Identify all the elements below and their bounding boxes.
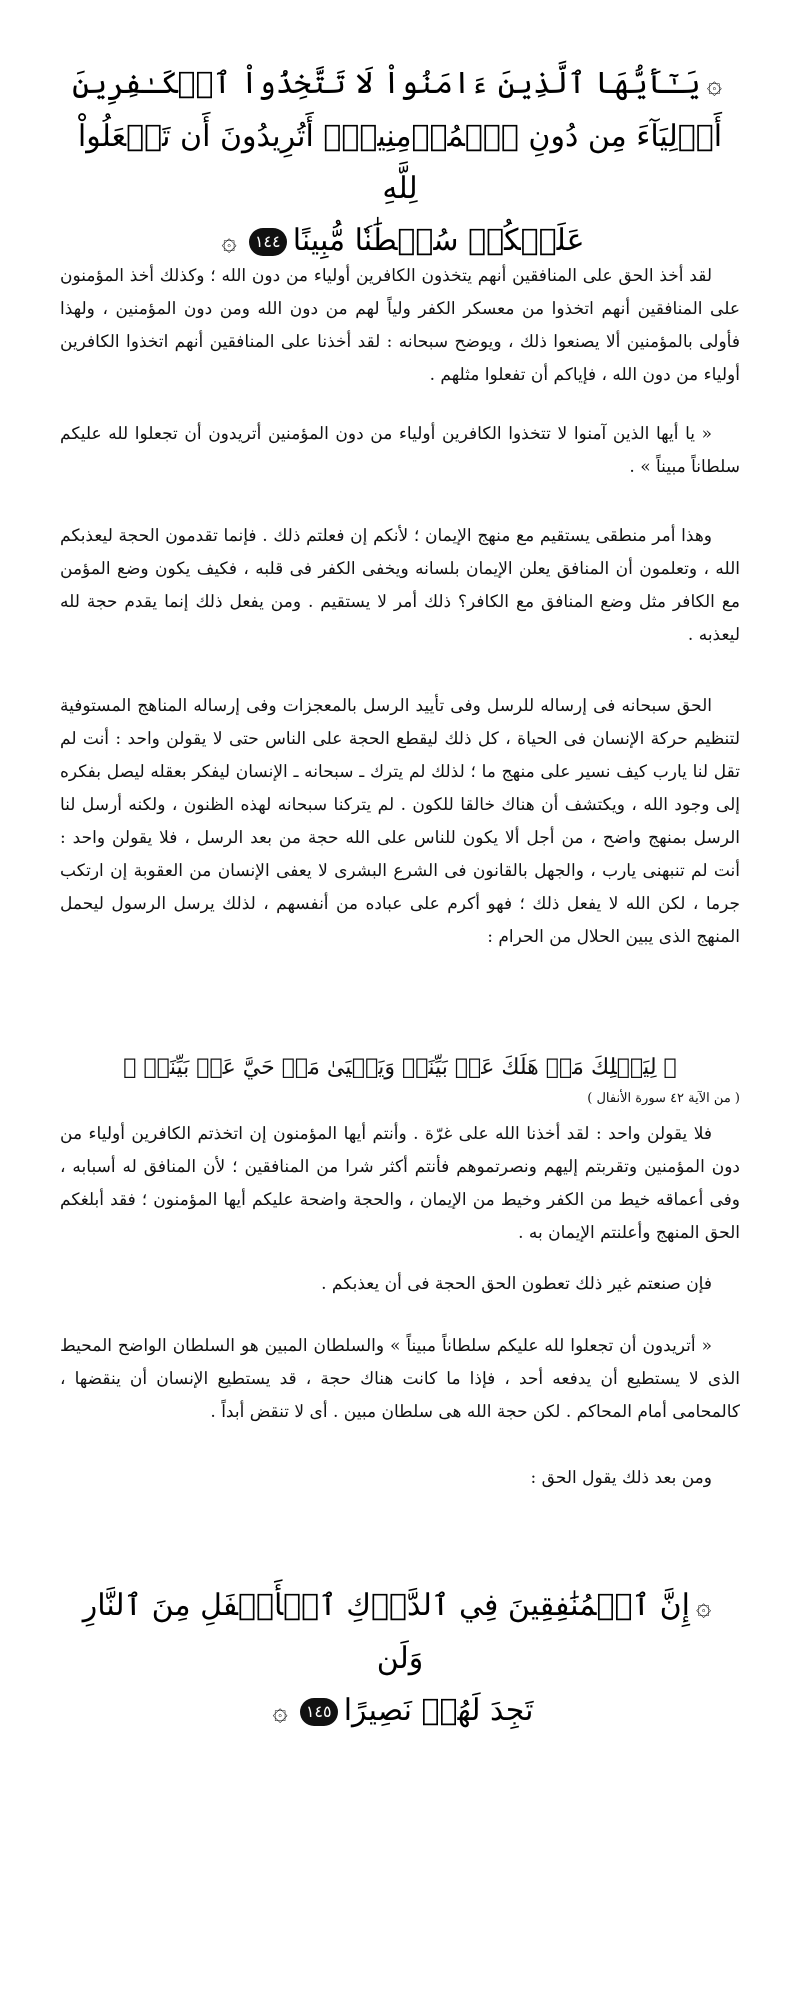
- verse-ornament-icon: ۞: [221, 227, 237, 257]
- verse-number-badge: ١٤٤: [249, 228, 287, 256]
- top-verse-block: [60, 58, 740, 268]
- inline-verse: ﴿ لِيَهۡلِكَ مَنۡ هَلَكَ عَنۢ بَيِّنَةٖ وَيَحۡيَىٰ مَنۡ حَيَّ عَنۢ بَيِّنَةٖ ﴾: [123, 1055, 677, 1080]
- verse-ornament-icon: ۞: [706, 70, 722, 100]
- inline-verse-block: [60, 1048, 740, 1110]
- paragraph-5: فلا يقولن واحد : لقد أخذنا الله على غرّة . وأنتم أيها المؤمنون إن اتخذتم الكافرين أولياء من دون المؤمنين وتقربتم إليهم ونصرتموهم فأنتم أكثر شرا من المنافقين ؛ لأن المنافق له أسبابه ، وفى أعماقه خيط من الكفر وخيط من الإيمان ، والحجة واضحة عليكم أيها المؤمنون ؛ فقد أبلغكم الحق المنهج وأعلنتم الإيمان به .: [60, 1124, 740, 1243]
- paragraph-8: ومن بعد ذلك يقول الحق :: [530, 1468, 712, 1488]
- paragraph-6: فإن صنعتم غير ذلك تعطون الحق الحجة فى أن يعذبكم .: [321, 1274, 712, 1294]
- paragraph-1: لقد أخذ الحق على المنافقين أنهم يتخذون الكافرين أولياء من دون الله ؛ وكذلك أخذ المؤمنون على المنافقين أنهم اتخذوا من معسكر الكفر ولياً لهم من دون الله ومن دون المؤمنين ، ولهذا فأولى بالمؤمنين ألا يصنعوا ذلك ، ويوضح سبحانه : لقد أخذنا على المنافقين أنهم اتخذوا الكافرين أولياء من دون الله ، فإياكم أن تفعلوا مثلهم .: [60, 266, 740, 385]
- bottom-verse-line-2: تَجِدَ لَهُمۡ نَصِيرًا١٤٥۞: [60, 1685, 740, 1738]
- paragraph-3: وهذا أمر منطقى يستقيم مع منهج الإيمان ؛ لأنكم إن فعلتم ذلك . فإنما تقدمون الحجة ليعذبكم الله ، وتعلمون أن المنافق يعلن الإيمان بلسانه ويخفى الكفر فى قلبه ، فكيف يكون وضع المؤمن مع الكافر مثل وضع المنافق مع الكافر؟ ذلك أمر لا يستقيم . ومن يفعل ذلك إنما يقدم حجة لله ليعذبه .: [60, 526, 740, 645]
- bottom-verse-block: [60, 1580, 740, 1738]
- bottom-verse-line-1: ۞إِنَّ ٱلۡمُنَٰفِقِينَ فِي ٱلدَّرۡكِ ٱلۡأَسۡفَلِ مِنَ ٱلنَّارِ وَلَن: [60, 1580, 740, 1685]
- verse-reference: ( من الآية ٤٢ سورة الأنفال ): [587, 1091, 740, 1106]
- paragraph-7: « أتريدون أن تجعلوا لله عليكم سلطاناً مبيناً » والسلطان المبين هو السلطان الواضح المحيط الذى لا يستطيع أن يدفعه أحد ، فإذا ما كانت هناك حجة ، قد يستطيع الإنسان أن ينقضها ، كالمحامى أمام المحاكم . لكن حجة الله هى سلطان مبين . أى لا تنقض أبداً .: [60, 1336, 740, 1422]
- paragraph-2: « يا أيها الذين آمنوا لا تتخذوا الكافرين أولياء من دون المؤمنين أتريدون أن تجعلوا لله عليكم سلطاناً مبيناً » .: [60, 424, 740, 477]
- top-verse-line-2: أَوۡلِيَآءَ مِن دُونِ ٱلۡمُؤۡمِنِينَۚ أَتُرِيدُونَ أَن تَجۡعَلُواْ لِلَّهِ: [77, 119, 723, 206]
- verse-ornament-icon: ۞: [696, 1592, 712, 1622]
- verse-ornament-icon: ۞: [272, 1697, 288, 1727]
- top-verse-line-1: ۞يَـٰٓأَيُّهَا ٱلَّذِينَ ءَامَنُواْ لَا تَتَّخِذُواْ ٱلۡكَـٰفِرِينَ: [60, 58, 740, 111]
- verse-number-badge: ١٤٥: [300, 1698, 338, 1726]
- paragraph-4: الحق سبحانه فى إرساله للرسل وفى تأييد الرسل بالمعجزات وفى إرساله المناهج المستوفية لتنظيم حركة الإنسان فى الحياة ، كل ذلك ليقطع الحجة على الناس حتى لا يقولن واحد : أنت لم تقل لنا يارب كيف نسير على منهج ما ؛ لذلك لم يترك ـ سبحانه ـ الإنسان ليفكر بعقله ليصل بفكره إلى وجود الله ، ويكتشف أن هناك خالقا للكون . لم يتركنا سبحانه لهذه الظنون ، ولكنه أرسل لنا الرسل بمنهج واضح ، من أجل ألا يكون للناس على الله حجة من بعد الرسل ، فلا يقولن واحد : أنت لم تنبهنى يارب ، والجهل بالقانون فى الشرع البشرى لا يعفى الإنسان من العقوبة إن ارتكب جرما ، لكن الله لا يفعل ذلك ؛ فهو أكرم على عباده من أنفسهم ، لذلك يرسل الرسول ليحمل المنهج الذى يبين الحلال من الحرام :: [60, 696, 740, 947]
- top-verse-line-3: عَلَيۡكُمۡ سُلۡطَٰنٗا مُّبِينًا١٤٤۞: [60, 215, 740, 268]
